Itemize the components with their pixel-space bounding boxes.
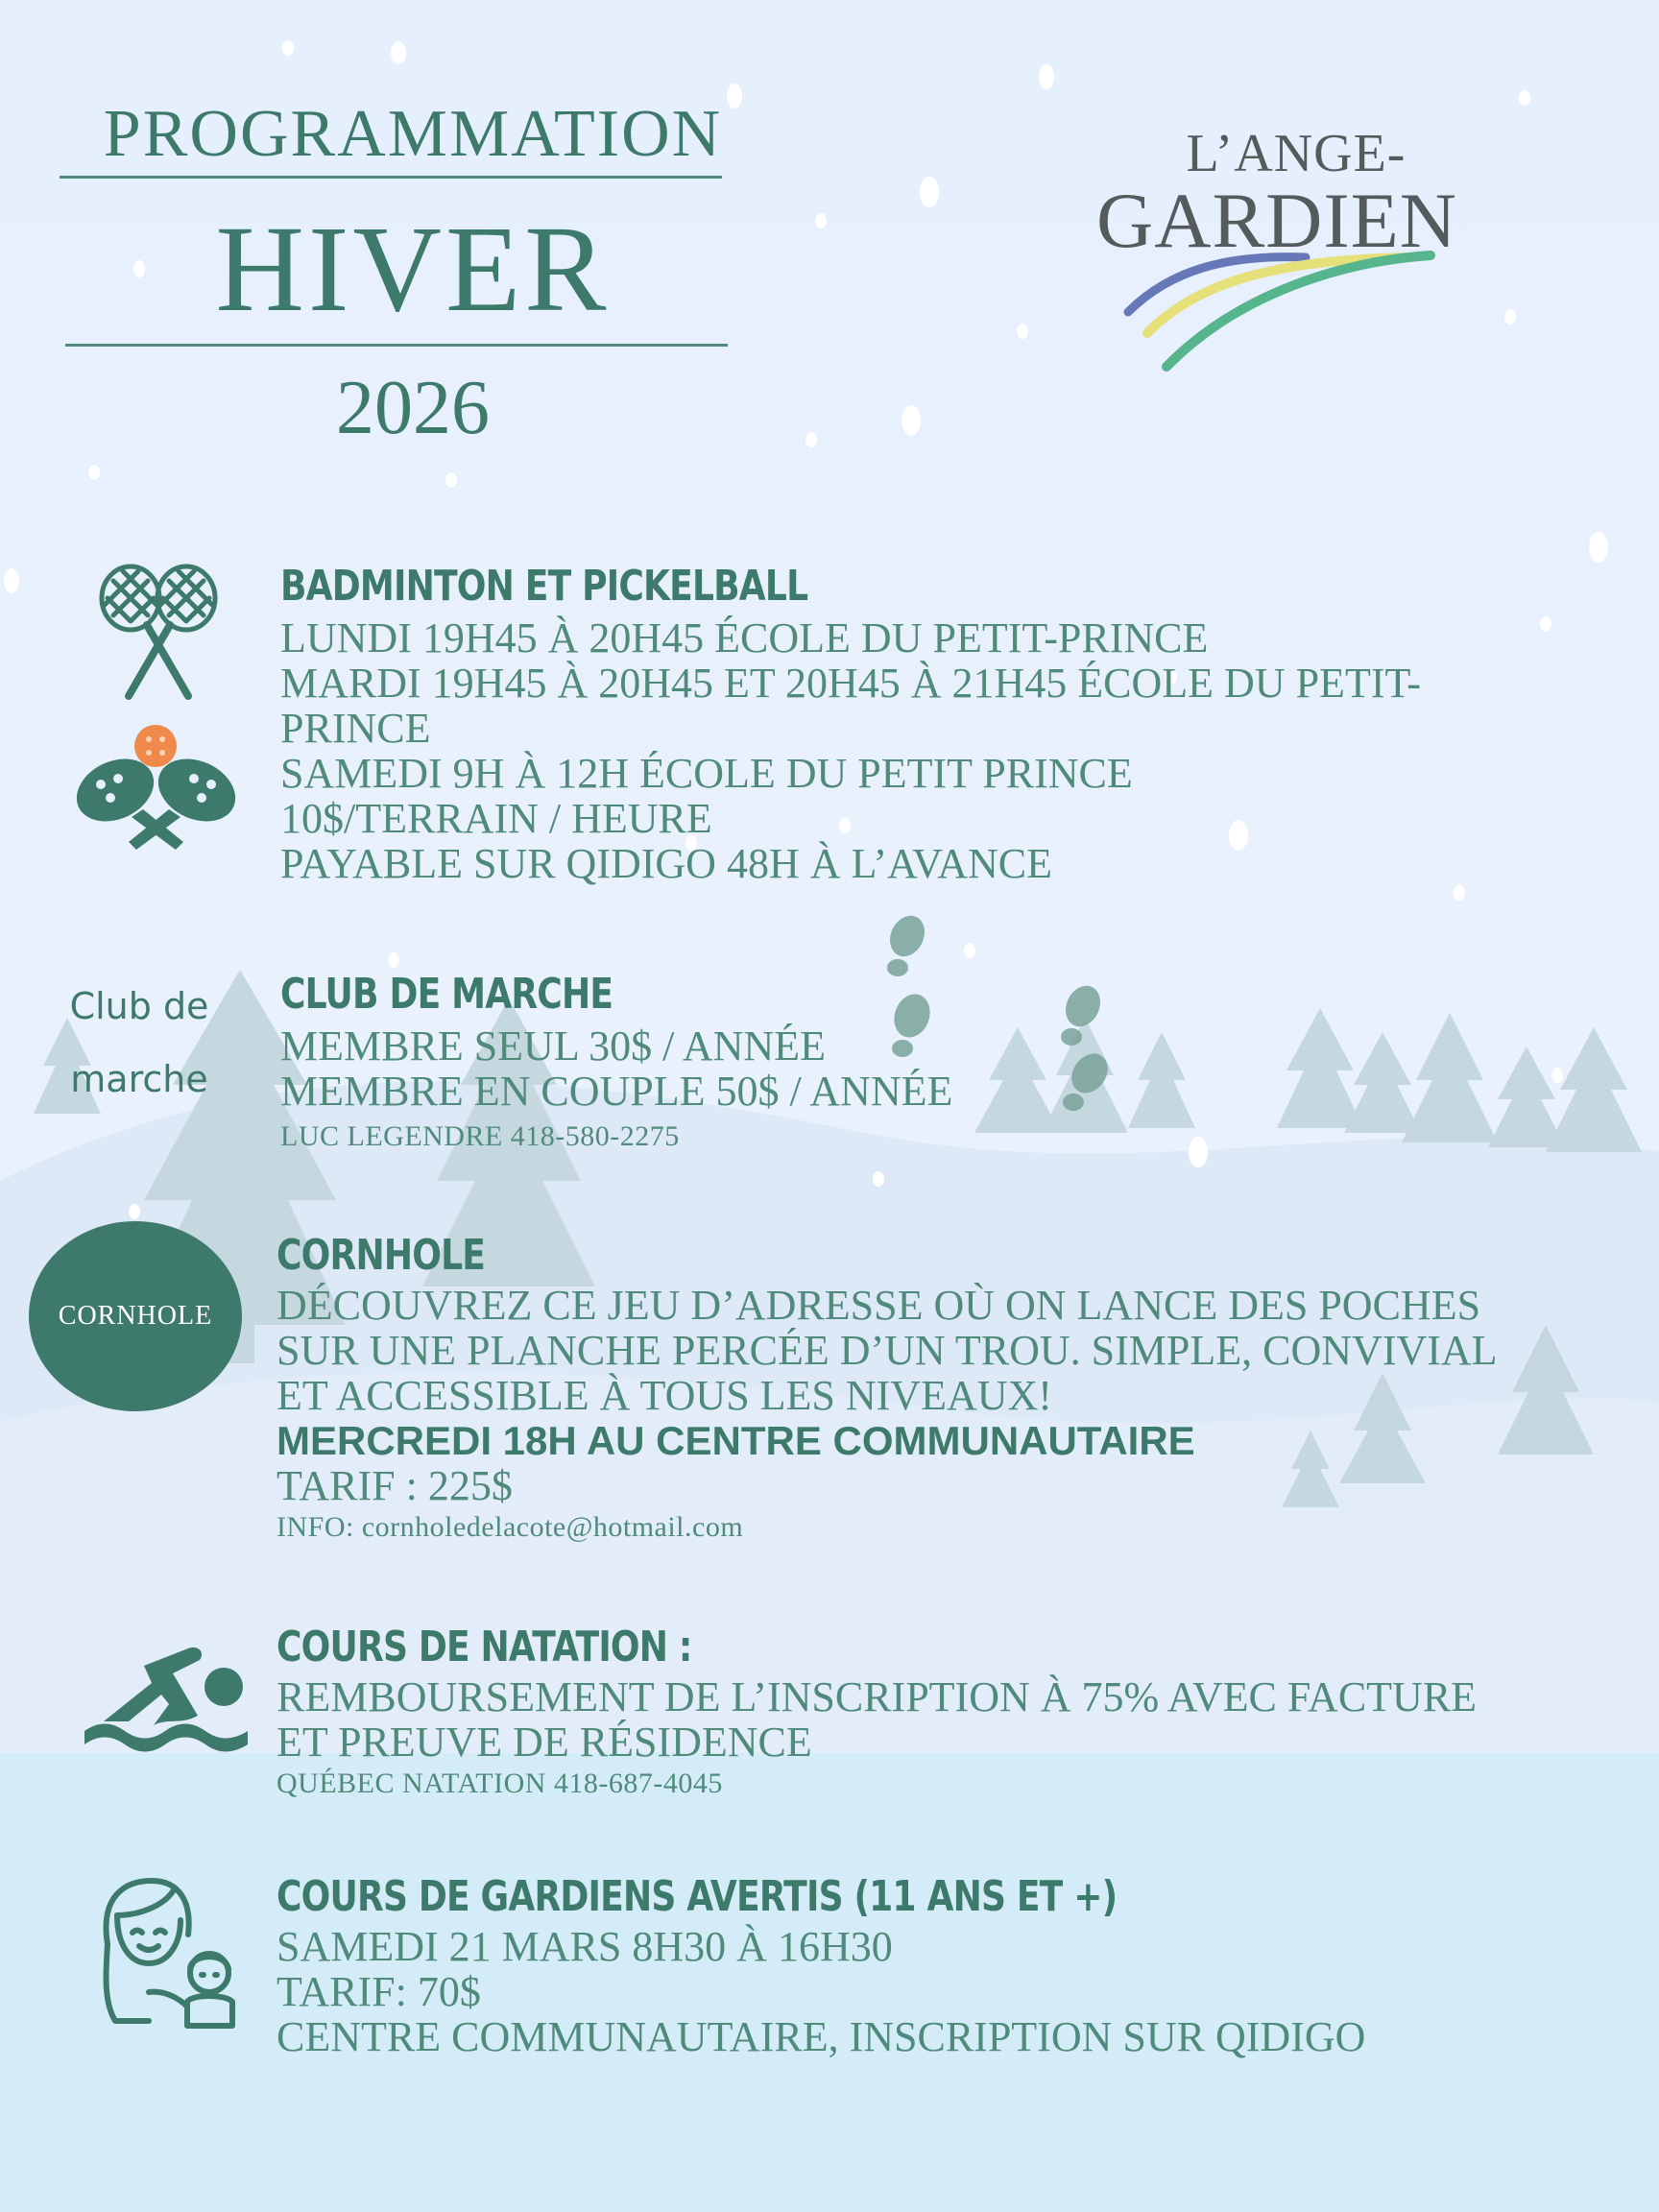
cornhole-badge: CORNHOLE [29,1221,242,1411]
babysitter-child-icon [96,1877,240,2031]
schedule-line: MERCREDI 18H AU CENTRE COMMUNAUTAIRE [276,1418,1195,1463]
section-lines [276,1674,1477,1803]
contact-line: QUÉBEC NATATION 418-687-4045 [276,1767,723,1799]
schedule-line: PRINCE [280,705,431,752]
section-lines [276,1924,1365,2059]
section-title: COURS DE GARDIENS AVERTIS (11 ANS ET +) [276,1872,1118,1921]
description-line: ET ACCESSIBLE À TOUS LES NIVEAUX! [276,1372,1052,1419]
section-lines [276,1283,1498,1547]
logo-line1: L’ANGE- [1186,124,1407,183]
price-line: TARIF: 70$ [276,1968,481,2015]
schedule-line: SAMEDI 9H À 12H ÉCOLE DU PETIT PRINCE [280,750,1133,797]
title-programmation: PROGRAMMATION [103,97,723,171]
title-rule-bottom [65,344,728,347]
schedule-line: SAMEDI 21 MARS 8H30 À 16H30 [276,1923,893,1970]
refund-line: REMBOURSEMENT DE L’INSCRIPTION À 75% AVEC FACTURE [276,1673,1478,1720]
location-line: CENTRE COMMUNAUTAIRE, INSCRIPTION SUR QIDIGO [276,2013,1366,2060]
title-hiver: HIVER [215,201,611,337]
pickleball-paddles-icon [72,725,240,854]
description-line: SUR UNE PLANCHE PERCÉE D’UN TROU. SIMPLE, CONVIVIAL [276,1327,1498,1374]
section-lines [280,1023,952,1156]
swimmer-icon [84,1637,248,1757]
section-title: COURS DE NATATION : [276,1623,692,1671]
schedule-line: LUNDI 19H45 À 20H45 ÉCOLE DU PETIT-PRINCE [280,614,1209,661]
title-rule-top [60,176,722,179]
membership-line: MEMBRE EN COUPLE 50$ / ANNÉE [280,1068,953,1115]
membership-line: MEMBRE SEUL 30$ / ANNÉE [280,1022,826,1070]
refund-line: ET PREUVE DE RÉSIDENCE [276,1719,812,1766]
description-line: DÉCOUVREZ CE JEU D’ADRESSE OÙ ON LANCE DES POCHES [276,1282,1481,1329]
price-line: TARIF : 225$ [276,1462,513,1509]
section-title: CLUB DE MARCHE [280,970,613,1019]
municipality-logo [1066,115,1507,394]
title-year: 2026 [336,366,490,450]
contact-line: LUC LEGENDRE 418-580-2275 [280,1120,680,1152]
logo-arc-icon [1066,115,1507,394]
section-lines [280,615,1421,886]
contact-line: INFO: cornholedelacote@hotmail.com [276,1511,744,1543]
walking-label-line2: marche [70,1058,208,1100]
logo-line2: GARDIEN [1096,177,1457,264]
section-title: BADMINTON ET PICKELBALL [280,562,808,611]
walking-club-label [38,970,240,1116]
badminton-rackets-icon [94,562,224,706]
section-title: CORNHOLE [276,1231,486,1280]
price-line: 10$/TERRAIN / HEURE [280,795,712,842]
payment-line: PAYABLE SUR QIDIGO 48H À L’AVANCE [280,840,1052,887]
walking-label-line1: Club de [69,985,209,1027]
schedule-line: MARDI 19H45 À 20H45 ET 20H45 À 21H45 ÉCOLE DU PETIT- [280,660,1421,707]
